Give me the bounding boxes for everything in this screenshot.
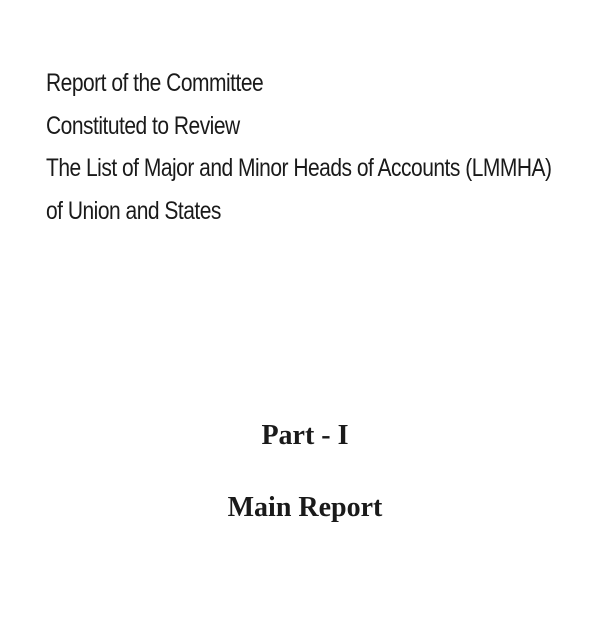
title-line-4: of Union and States: [46, 196, 221, 225]
part-heading: Part - I: [261, 420, 349, 451]
title-line-3: The List of Major and Minor Heads of Accounts (LMMHA): [46, 154, 552, 182]
main-report-heading: Main Report: [227, 492, 383, 523]
title-line-1: Report of the Committee: [46, 69, 264, 97]
report-title: [46, 62, 596, 232]
title-line-2: Constituted to Review: [46, 111, 240, 140]
